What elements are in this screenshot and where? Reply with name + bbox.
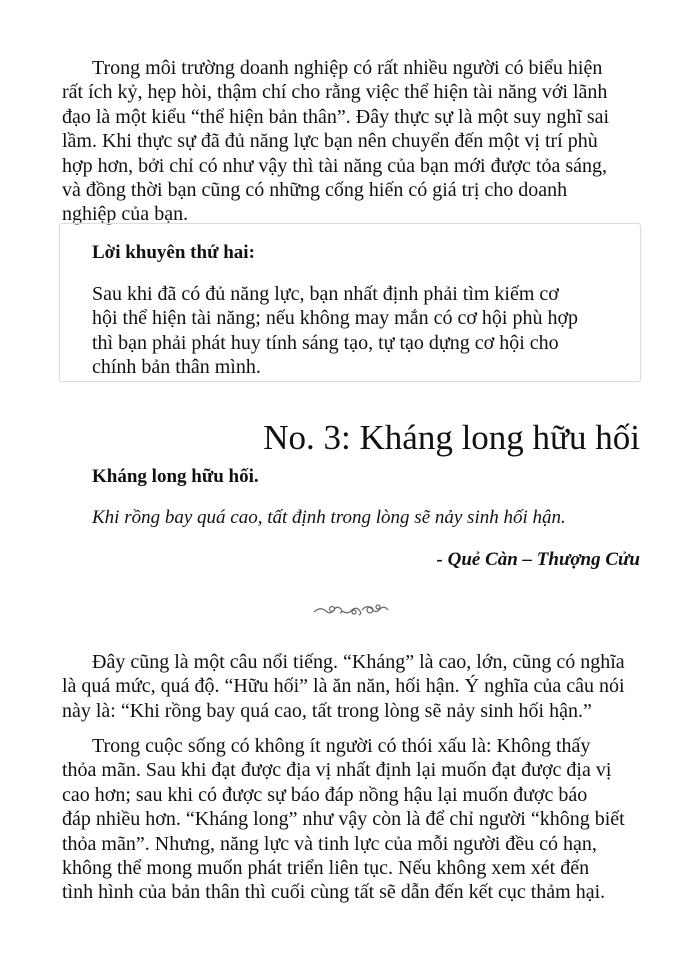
flourish-ornament-icon	[312, 601, 390, 619]
text-line: hợp hơn, bởi chỉ có như vậy thì tài năng của bạn mới được tỏa sáng,	[62, 154, 607, 177]
text-line: rất ích kỷ, hẹp hòi, thậm chí cho rằng việc thể hiện tài năng với lãnh	[62, 81, 608, 104]
paragraph-intro	[62, 56, 652, 227]
text-line: nghiệp của bạn.	[62, 203, 189, 226]
advice-title: Lời khuyên thứ hai:	[92, 242, 255, 263]
text-line: là quá mức, quá độ. “Hữu hối” là ăn năn, hối hận. Ý nghĩa của câu nói	[62, 675, 625, 698]
text-line: hội thể hiện tài năng; nếu không may mắn có cơ hội phù hợp	[92, 307, 579, 330]
text-line: và đồng thời bạn cũng có những cống hiến có giá trị cho doanh	[62, 179, 568, 202]
epigraph-quote: Khi rồng bay quá cao, tất định trong lòng sẽ nảy sinh hối hận.	[92, 507, 566, 528]
chapter-heading: No. 3: Kháng long hữu hối	[263, 418, 640, 457]
text-line: đạo là một kiểu “thể hiện bản thân”. Đây thực sự là một suy nghĩ sai	[62, 105, 610, 128]
text-line: đáp nhiều hơn. “Kháng long” như vậy còn là để chỉ người “không biết	[62, 808, 625, 831]
text-line: không thể mong muốn phát triển liên tục. Nếu không xem xét đến	[62, 857, 590, 880]
chapter-subheading: Kháng long hữu hối.	[92, 466, 259, 487]
text-line: chính bản thân mình.	[92, 356, 261, 379]
text-line: Trong cuộc sống có không ít người có thói xấu là: Không thấy	[92, 735, 591, 757]
text-line: Trong môi trường doanh nghiệp có rất nhiều người có biểu hiện	[92, 57, 603, 79]
text-line: Sau khi đã có đủ năng lực, bạn nhất định phải tìm kiếm cơ	[92, 283, 559, 305]
text-line: Đây cũng là một câu nổi tiếng. “Kháng” là cao, lớn, cũng có nghĩa	[92, 651, 625, 673]
text-line: thỏa mãn. Sau khi đạt được địa vị nhất định lại muốn đạt được địa vị	[62, 759, 612, 782]
text-line: lầm. Khi thực sự đã đủ năng lực bạn nên chuyển đến một vị trí phù	[62, 130, 598, 153]
paragraph-explanation	[62, 650, 652, 723]
advice-body	[92, 282, 578, 380]
text-line: tình hình của bản thân thì cuối cùng tất sẽ dẫn đến kết cục thảm hại.	[62, 881, 606, 904]
text-line: này là: “Khi rồng bay quá cao, tất trong lòng sẽ nảy sinh hối hận.”	[62, 699, 592, 722]
advice-box	[59, 223, 641, 382]
text-line: thỏa mãn”. Nhưng, năng lực và tinh lực của mỗi người đều có hạn,	[62, 832, 597, 855]
text-line: thì bạn phải phát huy tính sáng tạo, tự tạo dựng cơ hội cho	[92, 331, 559, 354]
text-line: cao hơn; sau khi có được sự báo đáp nồng hậu lại muốn được báo	[62, 783, 588, 806]
paragraph-discussion	[62, 734, 652, 905]
epigraph-attribution: - Quẻ Càn – Thượng Cửu	[436, 549, 640, 570]
